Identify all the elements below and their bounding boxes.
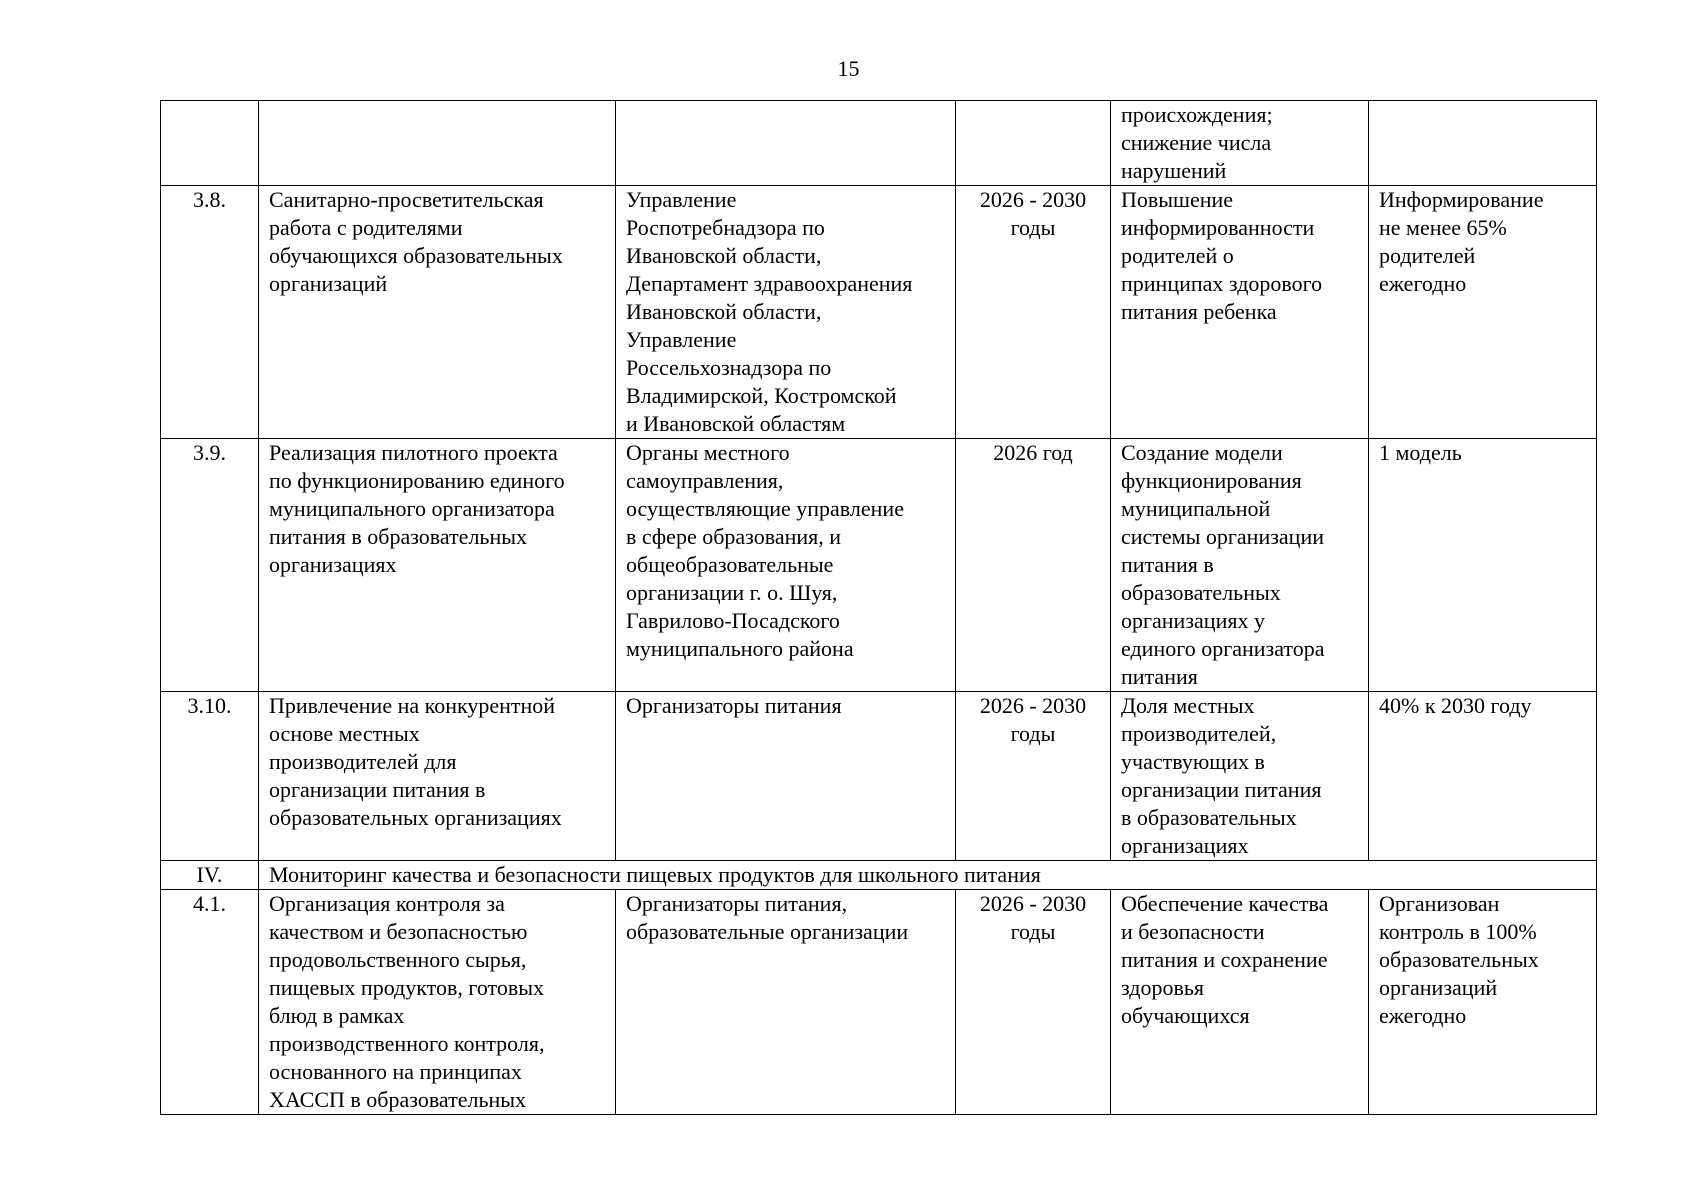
measure-name: Санитарно-просветительская работа с родителями обучающихся образовательных организаций bbox=[259, 186, 616, 439]
num-cell bbox=[161, 101, 259, 186]
expected-result: Доля местных производителей, участвующих в организации питания в образовательных организациях bbox=[1111, 692, 1369, 861]
expected-result: Повышение информированности родителей о принципах здорового питания ребенка bbox=[1111, 186, 1369, 439]
indicator: Информирование не менее 65% родителей ежегодно bbox=[1369, 186, 1597, 439]
measure-name: Реализация пилотного проекта по функционированию единого муниципального организатора питания в образовательных организациях bbox=[259, 439, 616, 692]
expected-result: Обеспечение качества и безопасности питания и сохранение здоровья обучающихся bbox=[1111, 890, 1369, 1115]
row-number: 4.1. bbox=[161, 890, 259, 1115]
term: 2026 - 2030 годы bbox=[956, 186, 1111, 439]
indicator: Организован контроль в 100% образовательных организаций ежегодно bbox=[1369, 890, 1597, 1115]
term: 2026 - 2030 годы bbox=[956, 890, 1111, 1115]
table-row-continuation bbox=[161, 101, 1597, 186]
name-cell bbox=[259, 101, 616, 186]
executor: Управление Роспотребнадзора по Ивановской области, Департамент здравоохранения Ивановской области, Управление Россельхознадзора по Владимирской, Костромской и Ивановской областям bbox=[616, 186, 956, 439]
table-row bbox=[161, 186, 1597, 439]
indicator-cell bbox=[1369, 101, 1597, 186]
indicator: 1 модель bbox=[1369, 439, 1597, 692]
term: 2026 год bbox=[956, 439, 1111, 692]
row-number: 3.9. bbox=[161, 439, 259, 692]
section-title: Мониторинг качества и безопасности пищевых продуктов для школьного питания bbox=[259, 861, 1597, 890]
measure-name: Привлечение на конкурентной основе местных производителей для организации питания в образовательных организациях bbox=[259, 692, 616, 861]
term-cell bbox=[956, 101, 1111, 186]
term: 2026 - 2030 годы bbox=[956, 692, 1111, 861]
row-number: 3.10. bbox=[161, 692, 259, 861]
executor: Органы местного самоуправления, осуществляющие управление в сфере образования, и общеобразовательные организации г. о. Шуя, Гаврилово-Посадского муниципального района bbox=[616, 439, 956, 692]
table-row bbox=[161, 439, 1597, 692]
expected-result: Создание модели функционирования муниципальной системы организации питания в образовательных организациях у единого организатора питания bbox=[1111, 439, 1369, 692]
measure-name: Организация контроля за качеством и безопасностью продовольственного сырья, пищевых продуктов, готовых блюд в рамках производственного контроля, основанного на принципах ХАССП в образовательных bbox=[259, 890, 616, 1115]
section-number: IV. bbox=[161, 861, 259, 890]
page-number: 15 bbox=[837, 56, 860, 81]
indicator: 40% к 2030 году bbox=[1369, 692, 1597, 861]
executor: Организаторы питания bbox=[616, 692, 956, 861]
result-cell: происхождения; снижение числа нарушений bbox=[1111, 101, 1369, 186]
measures-table bbox=[160, 100, 1597, 1115]
row-number: 3.8. bbox=[161, 186, 259, 439]
table-row bbox=[161, 890, 1597, 1115]
table-row bbox=[161, 692, 1597, 861]
executor-cell bbox=[616, 101, 956, 186]
executor: Организаторы питания, образовательные организации bbox=[616, 890, 956, 1115]
section-row bbox=[161, 861, 1597, 890]
